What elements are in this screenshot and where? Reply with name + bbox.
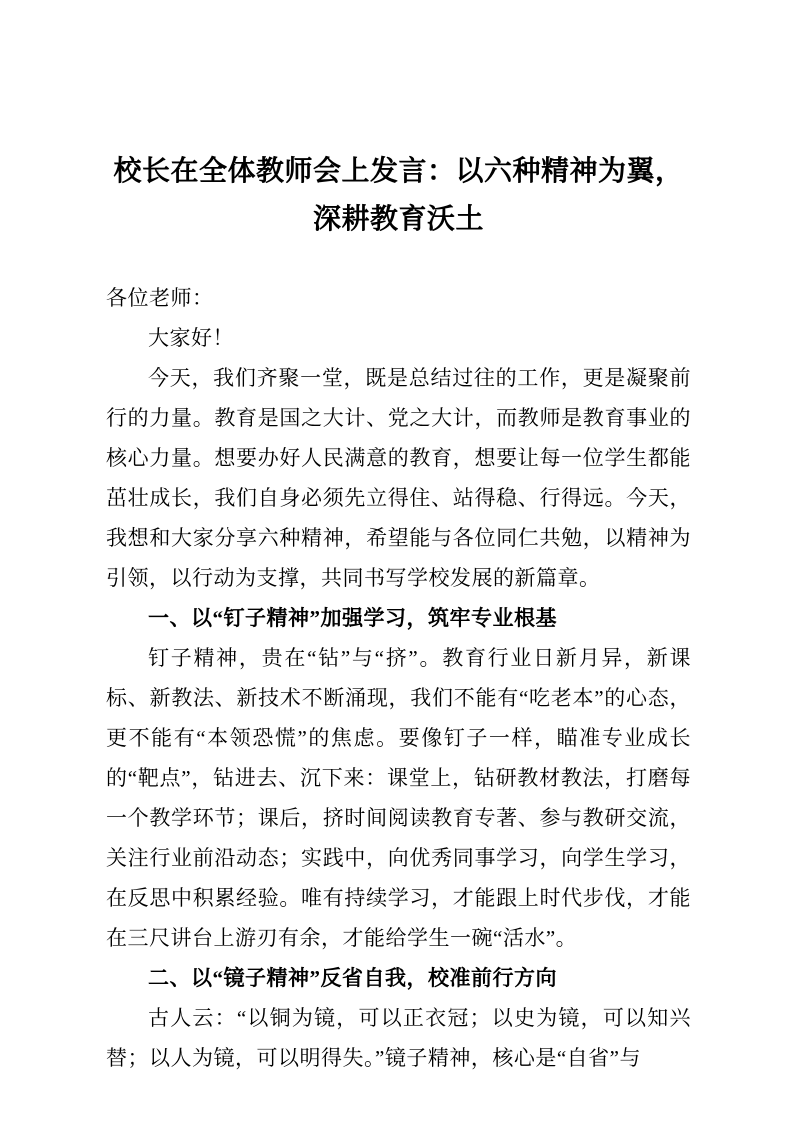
section-1-heading: 一、以“钉子精神”加强学习，筑牢专业根基 bbox=[148, 606, 557, 630]
document-title: 校长在全体教师会上发言：以六种精神为翼，深耕教育沃土 bbox=[113, 156, 684, 235]
salutation: 各位老师： bbox=[106, 286, 214, 310]
greeting: 大家好！ bbox=[148, 326, 234, 350]
section-2-heading: 二、以“镜子精神”反省自我，校准前行方向 bbox=[148, 966, 557, 990]
section-2-paragraph: 古人云：“以铜为镜，可以正衣冠；以史为镜，可以知兴替；以人为镜，可以明得失。”镜子精神，核心是“自省”与 bbox=[106, 1006, 691, 1070]
section-1-paragraph: 钉子精神，贵在“钻”与“挤”。教育行业日新月异，新课标、新教法、新技术不断涌现，我们不能有“吃老本”的心态，更不能有“本领恐慌”的焦虑。要像钉子一样，瞄准专业成长的“靶点”，钻进去、沉下来：课堂上，钻研教材教法，打磨每一个教学环节；课后，挤时间阅读教育专著、参与教研交流，关注行业前沿动态；实践中，向优秀同事学习，向学生学习，在反思中积累经验。唯有持续学习，才能跟上时代步伐，才能在三尺讲台上游刃有余，才能给学生一碗“活水”。 bbox=[106, 646, 691, 950]
intro-paragraph: 今天，我们齐聚一堂，既是总结过往的工作，更是凝聚前行的力量。教育是国之大计、党之大计，而教师是教育事业的核心力量。想要办好人民满意的教育，想要让每一位学生都能茁壮成长，我们自身必须先立得住、站得稳、行得远。今天，我想和大家分享六种精神，希望能与各位同仁共勉，以精神为引领，以行动为支撑，共同书写学校发展的新篇章。 bbox=[106, 366, 691, 590]
